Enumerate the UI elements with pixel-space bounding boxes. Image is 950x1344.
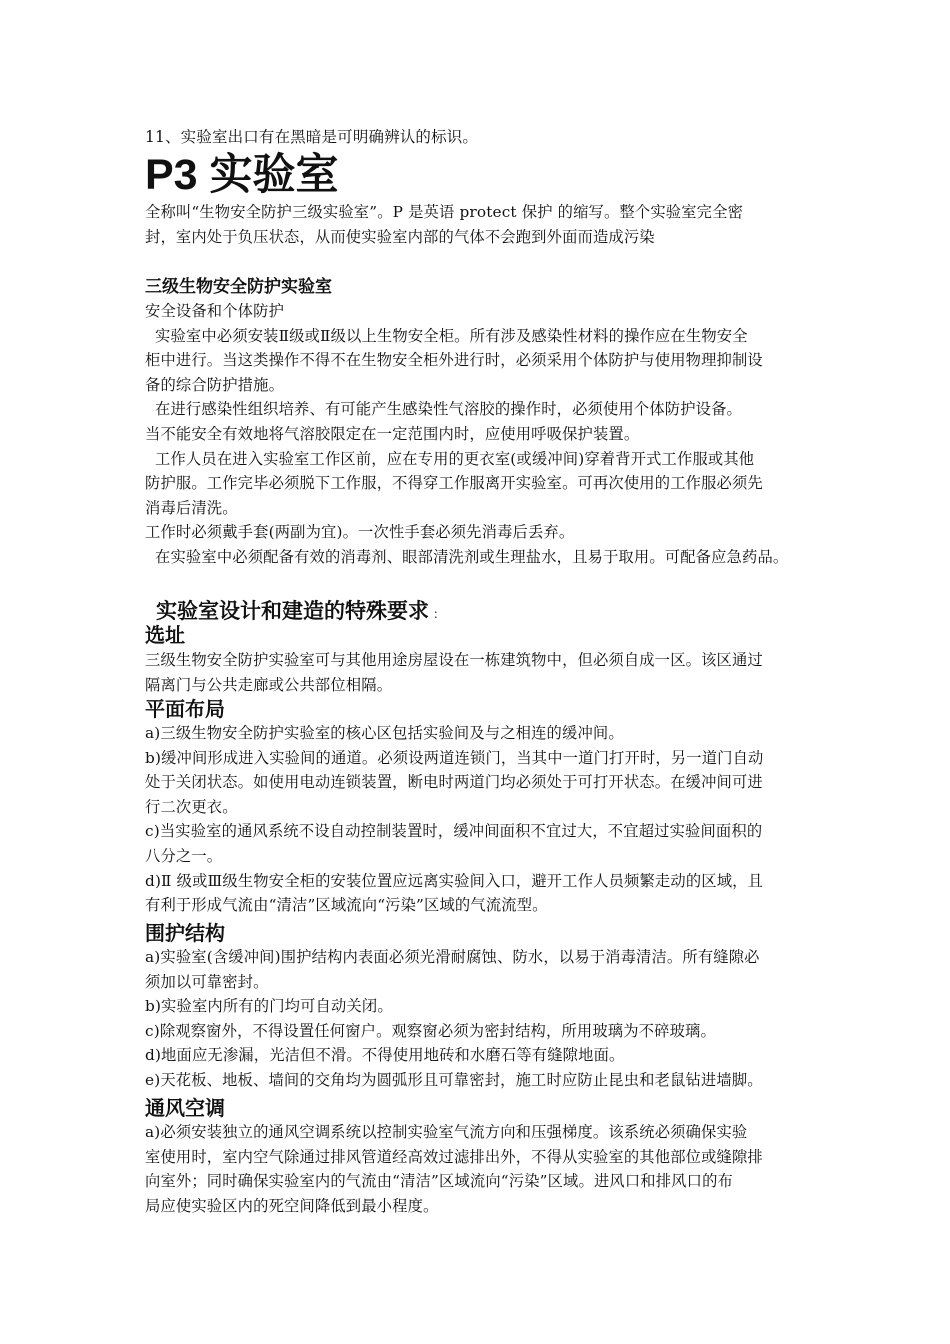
list-item: 有利于形成气流由“清洁”区域流向“污染”区域的气流流型。 — [145, 896, 548, 915]
page-title: P3 实验室 — [145, 151, 339, 199]
list-item: a)必须安装独立的通风空调系统以控制实验室气流方向和压强梯度。该系统必须确保实验 — [145, 1123, 748, 1141]
design-heading-colon: ： — [433, 607, 446, 621]
list-item: 向室外；同时确保实验室内的气流由“清洁”区域流向“污染”区域。进风口和排风口的布 — [145, 1172, 733, 1191]
body-line: 工作人员在进入实验室工作区前，应在专用的更衣室(或缓冲间)穿着背开式工作服或其他 — [145, 449, 755, 468]
list-item: 处于关闭状态。如使用电动连锁装置，断电时两道门均必须处于可打开状态。在缓冲间可进 — [145, 773, 763, 792]
list-item: 室使用时，室内空气除通过排风管道经高效过滤排出外，不得从实验室的其他部位或缝隙排 — [145, 1147, 763, 1166]
intro-line — [145, 125, 825, 149]
list-item: 须加以可靠密封。 — [145, 972, 269, 991]
list-item: b)实验室内所有的门均可自动关闭。 — [145, 997, 393, 1016]
body-line: 消毒后清洗。 — [145, 498, 238, 517]
body-line: 在实验室中必须配备有效的消毒剂、眼部清洗剂或生理盐水，且易于取用。可配备应急药品。 — [145, 547, 789, 566]
site-body — [145, 648, 825, 697]
body-line: 备的综合防护措施。 — [145, 375, 285, 394]
section-heading-bsl3: 三级生物安全防护实验室 — [145, 277, 332, 297]
list-item: a)实验室(含缓冲间)围护结构内表面必须光滑耐腐蚀、防水，以易于消毒清洁。所有缝隙必 — [145, 948, 760, 966]
intro-text: 11、实验室出口有在黑暗是可明确辨认的标识。 — [145, 128, 479, 146]
list-item: d)Ⅱ 级或Ⅲ级生物安全柜的安装位置应远离实验间入口，避开工作人员频繁走动的区域，且 — [145, 871, 764, 890]
section1-body — [145, 299, 825, 570]
list-item: c)当实验室的通风系统不设自动控制装置时，缓冲间面积不宜过大，不宜超过实验间面积的 — [145, 822, 763, 841]
subheading-safety-equipment: 安全设备和个体防护 — [145, 302, 285, 320]
subsection-heading-site: 选址 — [145, 623, 185, 647]
subsection-heading-enclosure: 围护结构 — [145, 921, 225, 945]
body-line: 当不能安全有效地将气溶胶限定在一定范围内时，应使用呼吸保护装置。 — [145, 424, 640, 443]
body-line: 柜中进行。当这类操作不得不在生物安全柜外进行时，必须采用个体防护与使用物理抑制设 — [145, 351, 763, 370]
subsection-heading-ventilation: 通风空调 — [145, 1096, 225, 1120]
list-item: 八分之一。 — [145, 846, 223, 865]
subsection-heading-layout: 平面布局 — [145, 697, 225, 721]
body-line: 实验室中必须安装Ⅱ级或Ⅱ级以上生物安全柜。所有涉及感染性材料的操作应在生物安全 — [145, 326, 748, 345]
body-line: 防护服。工作完毕必须脱下工作服，不得穿工作服离开实验室。可再次使用的工作服必须先 — [145, 474, 763, 493]
body-line: 三级生物安全防护实验室可与其他用途房屋设在一栋建筑物中，但必须自成一区。该区通过 — [145, 651, 763, 669]
list-item: e)天花板、地板、墙间的交角均为圆弧形且可靠密封，施工时应防止昆虫和老鼠钻进墙脚。 — [145, 1070, 763, 1089]
ventilation-body — [145, 1120, 825, 1218]
list-item: 局应使实验区内的死空间降低到最小程度。 — [145, 1196, 439, 1215]
list-item: c)除观察窗外，不得设置任何窗户。观察窗必须为密封结构，所用玻璃为不碎玻璃。 — [145, 1021, 716, 1040]
design-heading-text: 实验室设计和建造的特殊要求 — [156, 599, 429, 623]
list-item: 行二次更衣。 — [145, 797, 238, 816]
definition-paragraph — [145, 200, 825, 249]
list-item: a)三级生物安全防护实验室的核心区包括实验间及与之相连的缓冲间。 — [145, 724, 624, 742]
layout-body — [145, 721, 825, 918]
definition-line: 封，室内处于负压状态，从而使实验室内部的气体不会跑到外面而造成污染 — [145, 227, 655, 246]
body-line: 隔离门与公共走廊或公共部位相隔。 — [145, 675, 393, 694]
body-line: 工作时必须戴手套(两副为宜)。一次性手套必须先消毒后丢弃。 — [145, 523, 575, 542]
enclosure-body — [145, 945, 825, 1093]
definition-line: 全称叫“生物安全防护三级实验室”。P 是英语 protect 保护 的缩写。整个实验室完全密 — [145, 203, 744, 221]
list-item: b)缓冲间形成进入实验间的通道。必须设两道连锁门，当其中一道门打开时，另一道门自动 — [145, 748, 764, 767]
list-item: d)地面应无渗漏，光洁但不滑。不得使用地砖和水磨石等有缝隙地面。 — [145, 1046, 625, 1065]
body-line: 在进行感染性组织培养、有可能产生感染性气溶胶的操作时，必须使用个体防护设备。 — [145, 400, 743, 419]
